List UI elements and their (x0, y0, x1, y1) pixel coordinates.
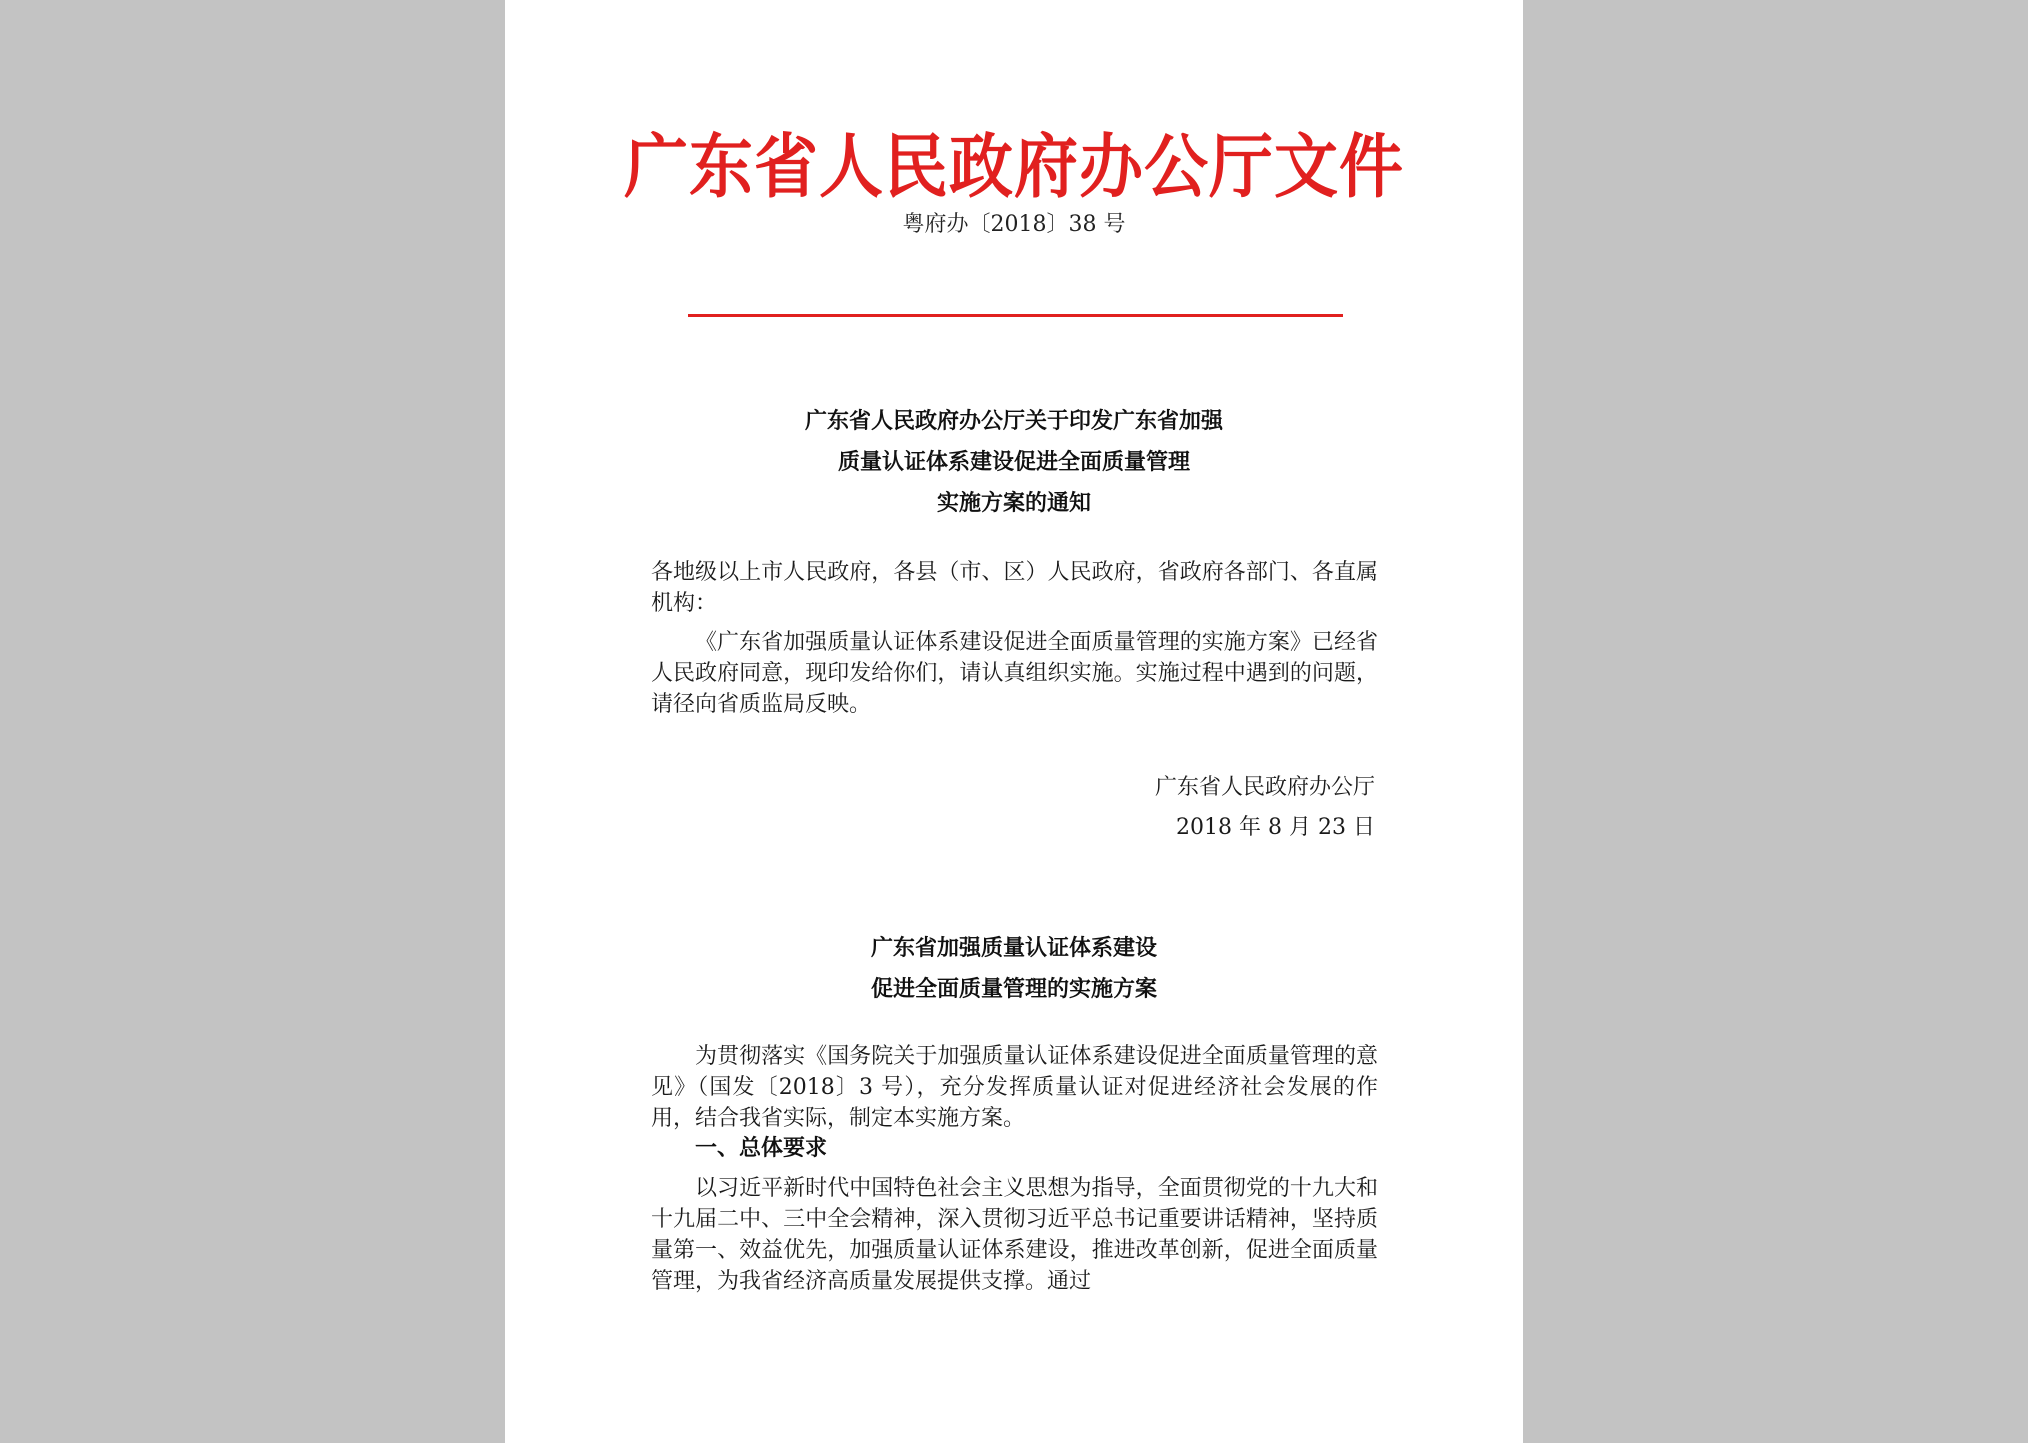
notice-title-line: 实施方案的通知 (936, 490, 1091, 516)
document-number: 粤府办〔2018〕38 号 (902, 212, 1126, 237)
plan-title-line: 促进全面质量管理的实施方案 (870, 976, 1157, 1002)
addressee: 各地级以上市人民政府，各县（市、区）人民政府，省政府各部门、各直属机构： (651, 560, 1378, 616)
notice-title-line: 质量认证体系建设促进全面质量管理 (837, 449, 1190, 475)
section-body: 以习近平新时代中国特色社会主义思想为指导，全面贯彻党的十九大和十九届二中、三中全会精神，深入贯彻习近平总书记重要讲话精神，坚持质量第一、效益优先，加强质量认证体系建设，推进改革创新，促进全面质量管理，为我省经济高质量发展提供支撑。通过 (651, 1176, 1378, 1294)
notice-title (505, 401, 1523, 524)
signature-block (1155, 768, 1375, 848)
document-masthead: 广东省人民政府办公厅文件 (624, 126, 1404, 208)
plan-title (505, 928, 1523, 1010)
plan-intro: 为贯彻落实《国务院关于加强质量认证体系建设促进全面质量管理的意见》（国发〔2018〕3 号），充分发挥质量认证对促进经济社会发展的作用，结合我省实际，制定本实施方案。 (651, 1044, 1378, 1131)
plan-title-line: 广东省加强质量认证体系建设 (870, 935, 1157, 961)
issuing-authority: 广东省人民政府办公厅 (1154, 775, 1375, 800)
red-divider (688, 314, 1343, 317)
issue-date: 2018 年 8 月 23 日 (1176, 815, 1375, 840)
document-page (505, 0, 1523, 1443)
section-heading: 一、总体要求 (695, 1135, 828, 1161)
notice-body: 《广东省加强质量认证体系建设促进全面质量管理的实施方案》已经省人民政府同意，现印发给你们，请认真组织实施。实施过程中遇到的问题，请径向省质监局反映。 (651, 630, 1378, 717)
notice-title-line: 广东省人民政府办公厅关于印发广东省加强 (804, 408, 1223, 434)
